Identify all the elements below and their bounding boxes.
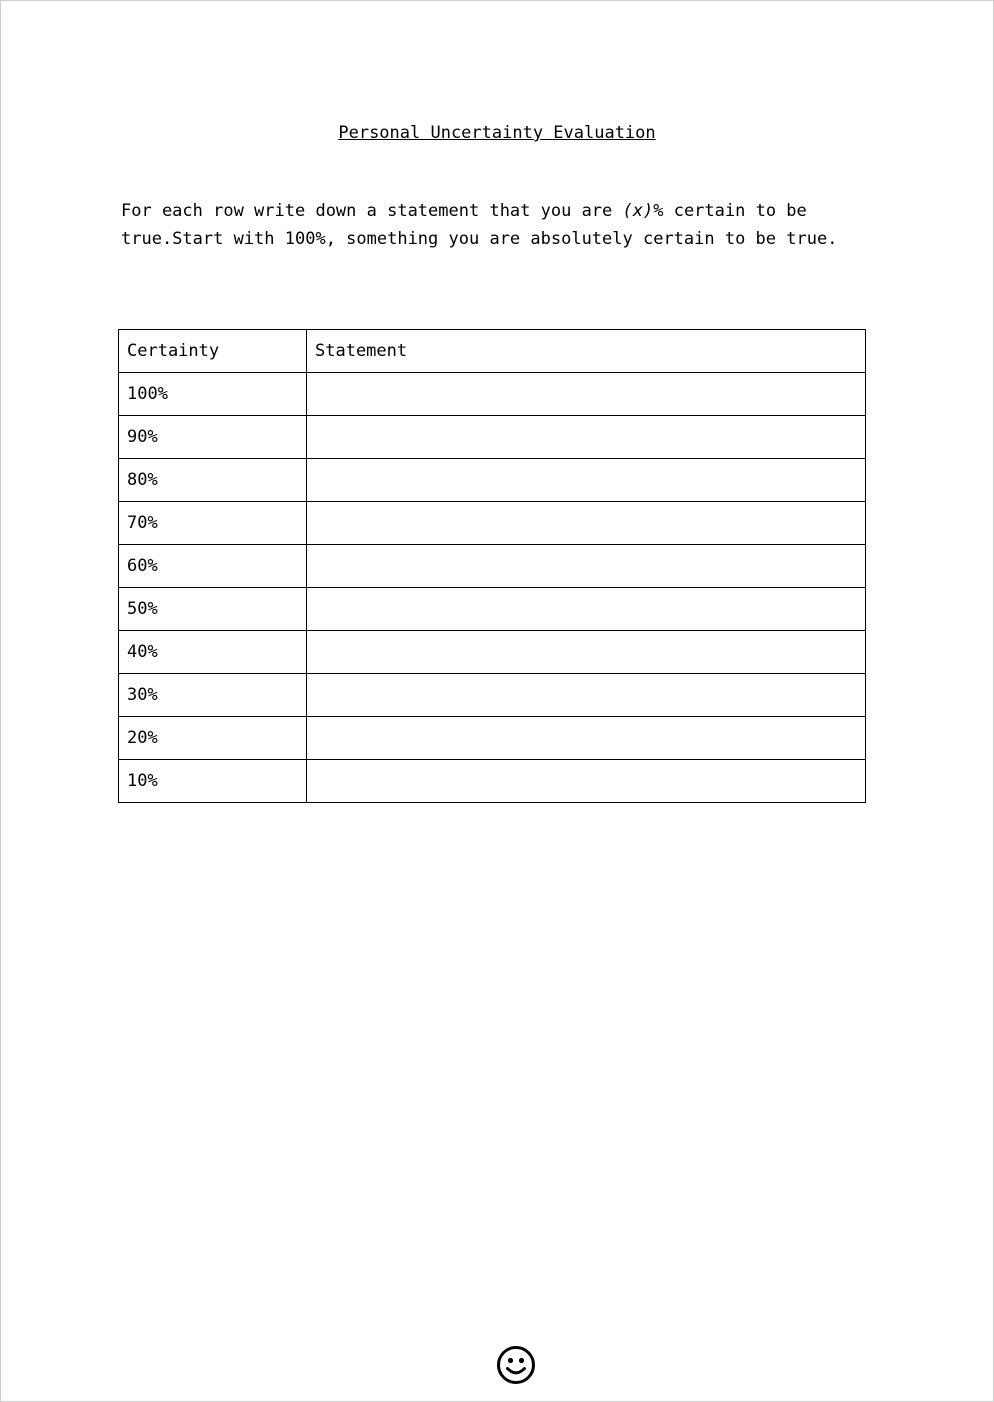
column-header-certainty: Certainty	[119, 330, 307, 373]
statement-cell[interactable]	[307, 588, 866, 631]
statement-cell[interactable]	[307, 502, 866, 545]
statement-cell[interactable]	[307, 674, 866, 717]
table-row	[119, 459, 866, 502]
statement-cell[interactable]	[307, 373, 866, 416]
instructions-after: % certain to be true.Start with 100%, something you are absolutely certain to be true.	[121, 201, 838, 249]
statement-cell[interactable]	[307, 416, 866, 459]
table-row	[119, 545, 866, 588]
certainty-cell: 70%	[119, 502, 307, 545]
table-row	[119, 631, 866, 674]
certainty-cell: 30%	[119, 674, 307, 717]
statement-cell[interactable]	[307, 717, 866, 760]
instructions-variable: (x)	[622, 201, 654, 221]
statement-cell[interactable]	[307, 631, 866, 674]
statement-cell[interactable]	[307, 545, 866, 588]
certainty-cell: 90%	[119, 416, 307, 459]
certainty-cell: 50%	[119, 588, 307, 631]
table-row	[119, 760, 866, 803]
certainty-cell: 60%	[119, 545, 307, 588]
table-row	[119, 588, 866, 631]
table-row	[119, 416, 866, 459]
certainty-cell: 100%	[119, 373, 307, 416]
table-row	[119, 373, 866, 416]
instructions-before: For each row write down a statement that you are	[121, 201, 623, 221]
table-row	[119, 674, 866, 717]
certainty-cell: 20%	[119, 717, 307, 760]
instructions	[121, 198, 873, 253]
certainty-table	[118, 329, 866, 803]
table-row	[119, 502, 866, 545]
certainty-cell: 80%	[119, 459, 307, 502]
column-header-statement: Statement	[307, 330, 866, 373]
smiley-face-icon	[496, 1345, 536, 1385]
certainty-cell: 10%	[119, 760, 307, 803]
page-title	[0, 121, 994, 145]
table-header-row	[119, 330, 866, 373]
certainty-cell: 40%	[119, 631, 307, 674]
page-title-text: Personal Uncertainty Evaluation	[338, 123, 656, 143]
table-row	[119, 717, 866, 760]
statement-cell[interactable]	[307, 760, 866, 803]
statement-cell[interactable]	[307, 459, 866, 502]
